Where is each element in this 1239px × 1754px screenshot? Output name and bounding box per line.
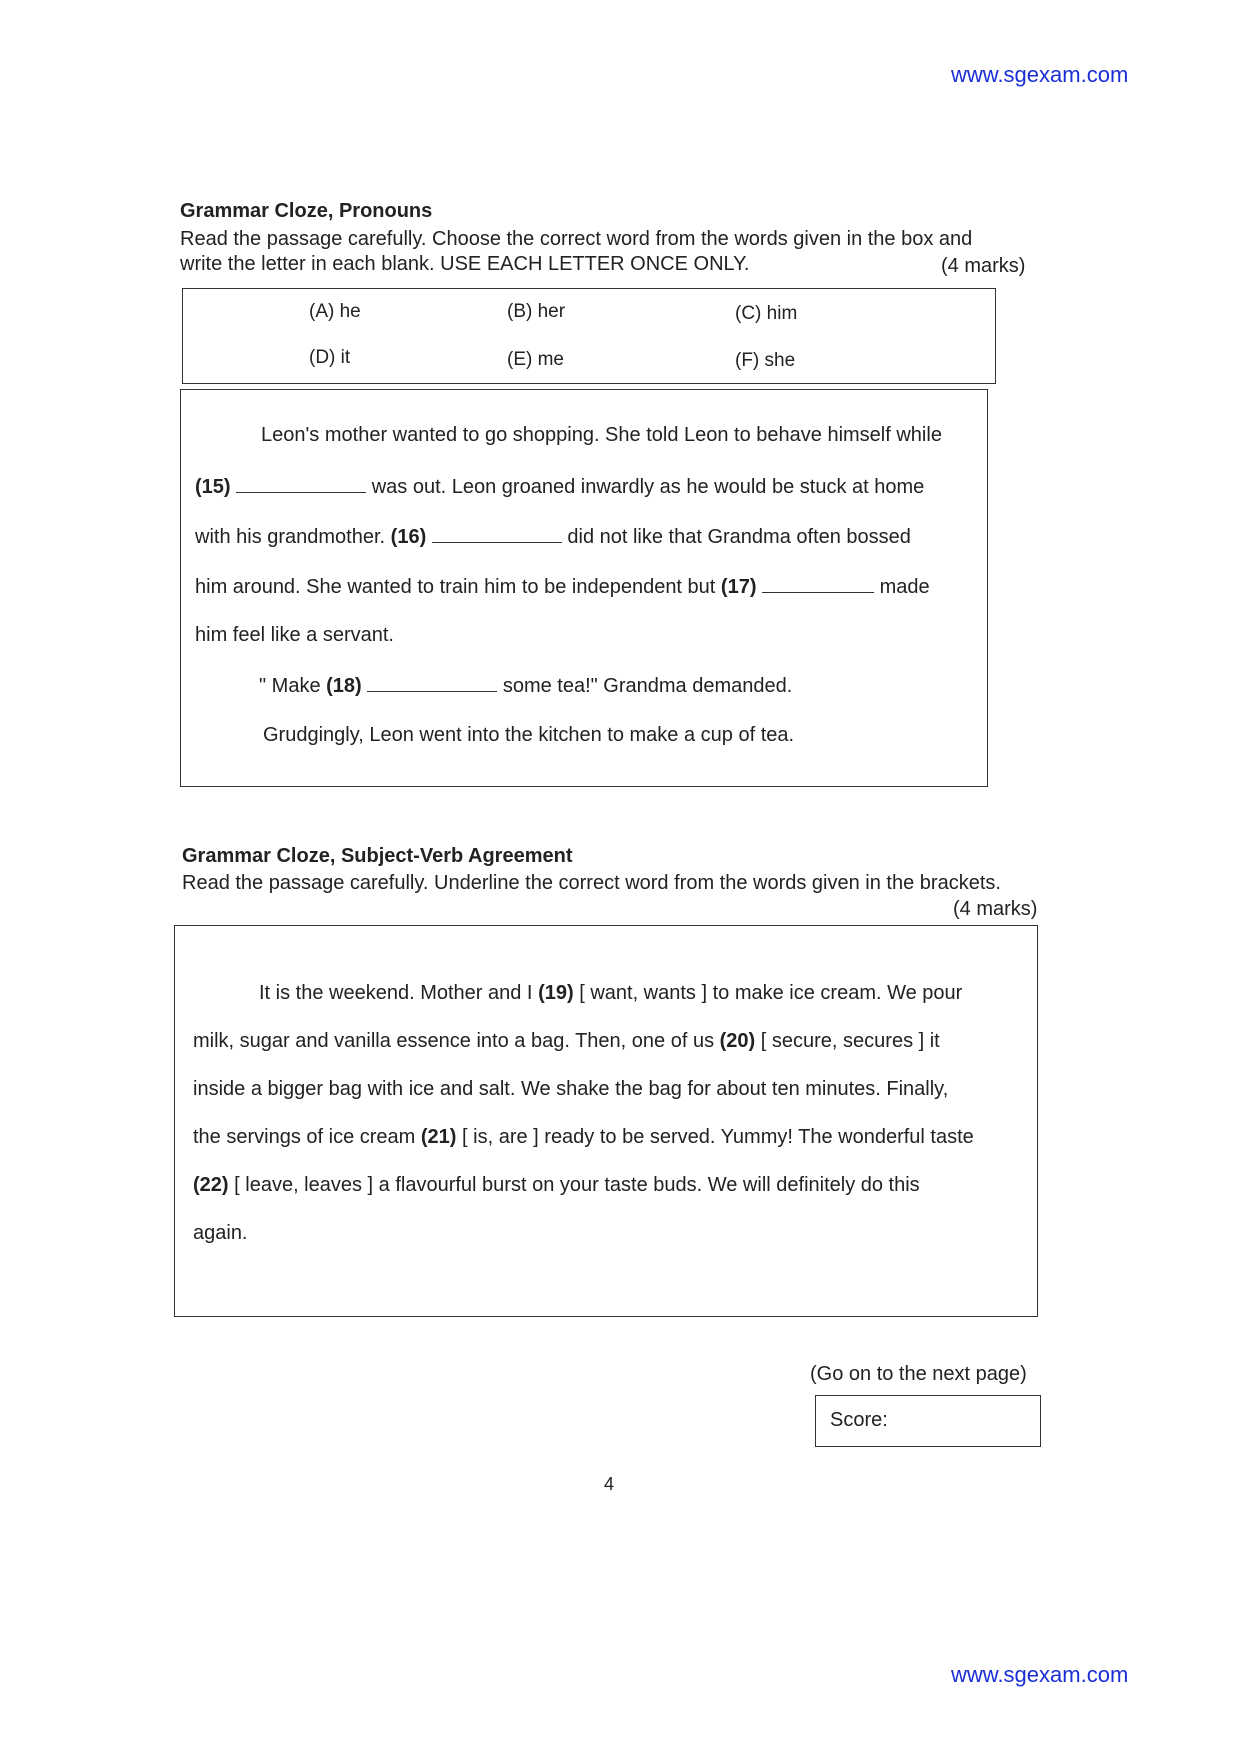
blank-17[interactable]	[762, 574, 874, 593]
passage2-line1-start: It is the weekend. Mother and I	[259, 982, 533, 1004]
passage2-line5-options[interactable]: [ leave, leaves ] a flavourful burst on your taste buds. We will definitely do this	[234, 1174, 920, 1196]
question-20-number: (20)	[719, 1030, 756, 1052]
passage1-line3	[195, 524, 911, 549]
question-15-number: (15)	[195, 476, 231, 498]
passage1-line6-end: some tea!" Grandma demanded.	[502, 675, 793, 697]
go-on-text: (Go on to the next page)	[810, 1363, 1027, 1385]
option-d: (D) it	[309, 347, 351, 368]
blank-15[interactable]	[236, 474, 366, 493]
passage2-line4-start: the servings of ice cream	[193, 1126, 416, 1148]
passage1-line1: Leon's mother wanted to go shopping. She told Leon to behave himself while	[261, 424, 942, 446]
passage2-line1-options[interactable]: [ want, wants ] to make ice cream. We pour	[579, 982, 963, 1004]
score-label: Score:	[830, 1409, 888, 1431]
passage2-line4-options[interactable]: [ is, are ] ready to be served. Yummy! The wonderful taste	[462, 1126, 974, 1148]
section1-marks: (4 marks)	[941, 255, 1026, 277]
section2-instruction: Read the passage carefully. Underline the correct word from the words given in the brackets.	[182, 872, 1001, 894]
question-22-number: (22)	[193, 1174, 229, 1196]
section2-marks: (4 marks)	[953, 898, 1038, 920]
option-a: (A) he	[309, 301, 361, 322]
passage1-line2-text: was out. Leon groaned inwardly as he would be stuck at home	[371, 476, 925, 498]
passage2-line4	[193, 1126, 974, 1149]
header-url: www.sgexam.com	[951, 62, 1129, 87]
passage2-line2	[193, 1030, 940, 1053]
passage1-line3-start: with his grandmother.	[195, 526, 386, 548]
option-b: (B) her	[507, 301, 566, 322]
passage1-line3-end: did not like that Grandma often bossed	[567, 526, 911, 548]
pronoun-passage-box	[180, 389, 988, 787]
passage2-line1	[259, 982, 962, 1005]
passage2-line5	[193, 1174, 920, 1197]
passage1-line7: Grudgingly, Leon went into the kitchen to make a cup of tea.	[263, 724, 795, 746]
passage1-line4-start: him around. She wanted to train him to be independent but	[195, 576, 716, 598]
passage2-line2-options[interactable]: [ secure, secures ] it	[760, 1030, 940, 1052]
option-c: (C) him	[735, 303, 798, 324]
passage2-line3: inside a bigger bag with ice and salt. We shake the bag for about ten minutes. Finally,	[193, 1078, 949, 1100]
passage1-line5: him feel like a servant.	[195, 624, 394, 646]
section2-title: Grammar Cloze, Subject-Verb Agreement	[182, 845, 573, 867]
passage1-line6-start: " Make	[259, 675, 321, 697]
section1-title: Grammar Cloze, Pronouns	[180, 200, 433, 222]
passage1-line4-end: made	[879, 576, 930, 598]
word-options-box	[182, 288, 996, 384]
score-box	[815, 1395, 1041, 1447]
question-19-number: (19)	[538, 982, 574, 1004]
option-e: (E) me	[507, 349, 564, 370]
blank-18[interactable]	[367, 673, 497, 692]
section1-instruction-line1: Read the passage carefully. Choose the correct word from the words given in the box and	[180, 228, 973, 250]
page-number: 4	[604, 1474, 615, 1494]
question-18-number: (18)	[326, 675, 362, 697]
passage2-line2-start: milk, sugar and vanilla essence into a bag. Then, one of us	[193, 1030, 715, 1052]
passage1-line2	[195, 474, 924, 499]
passage2-line6: again.	[193, 1222, 248, 1244]
passage1-line4	[195, 574, 930, 599]
question-17-number: (17)	[720, 576, 757, 598]
footer-url: www.sgexam.com	[951, 1662, 1129, 1687]
blank-16[interactable]	[432, 524, 562, 543]
section1-instruction-line2: write the letter in each blank. USE EACH LETTER ONCE ONLY.	[180, 253, 750, 275]
passage1-line6	[259, 673, 792, 698]
sva-passage-box	[174, 925, 1038, 1317]
question-21-number: (21)	[420, 1126, 457, 1148]
option-f: (F) she	[735, 350, 796, 371]
question-16-number: (16)	[390, 526, 427, 548]
